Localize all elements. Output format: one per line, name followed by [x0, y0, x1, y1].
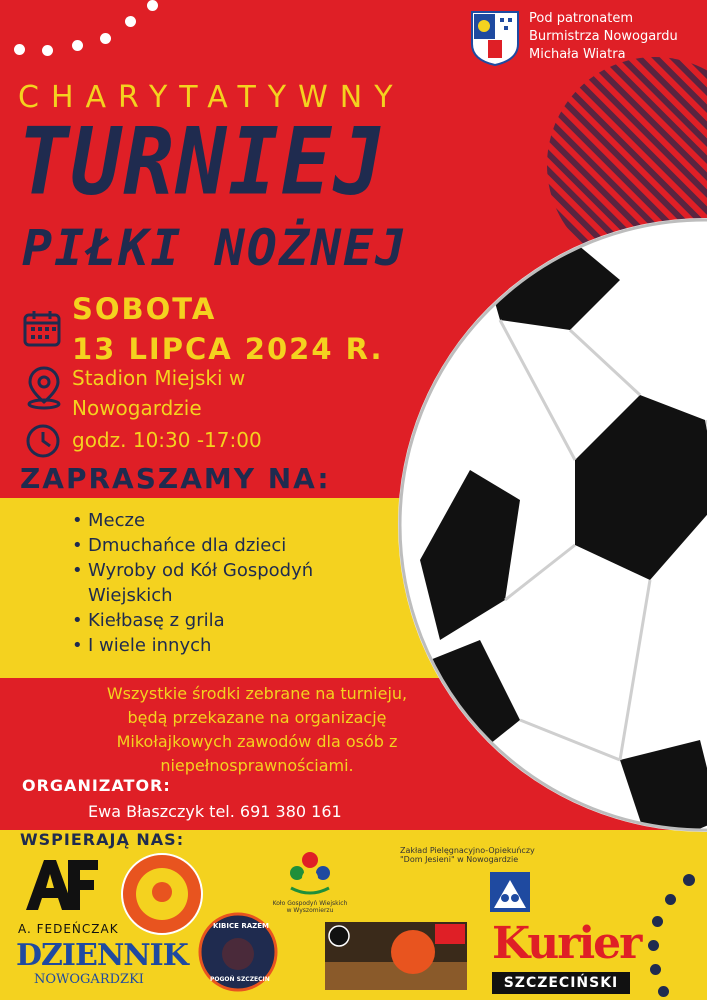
event-day: SOBOTA	[72, 292, 217, 326]
patronage-line: Pod patronatem	[529, 11, 634, 26]
title-line-2: PIŁKI NOŻNEJ	[22, 219, 408, 277]
event-time: godz. 10:30 -17:00	[72, 428, 262, 452]
invite-heading: ZAPRASZAMY NA:	[20, 462, 331, 495]
list-item: • Kiełbasę z grila	[72, 608, 313, 633]
patronage-text	[529, 10, 678, 64]
note-line: Mikołajkowych zawodów dla osób z	[116, 732, 398, 751]
sponsors-heading: WSPIERAJĄ NAS:	[20, 830, 185, 849]
location-pin-icon	[24, 364, 64, 410]
clock-icon	[24, 422, 62, 460]
kgw-text	[265, 900, 355, 914]
dziennik-subtitle: NOWOGARDZKI	[34, 972, 144, 987]
venue-line-1: Stadion Miejski w	[72, 366, 246, 390]
af-logo-icon	[22, 856, 100, 914]
organizer-value: Ewa Błaszczyk tel. 691 380 161	[88, 802, 342, 821]
kgw-line: Koło Gospodyń Wiejskich	[272, 900, 348, 907]
patronage-line: Michała Wiatra	[529, 47, 626, 62]
note-line: niepełnosprawnościami.	[160, 756, 354, 775]
bakery-promo-banner	[325, 922, 467, 990]
pre-title: CHARYTATYWNY	[18, 80, 405, 115]
kgw-logo-icon	[285, 848, 335, 898]
dom-jesieni-logo-icon	[490, 872, 530, 912]
kurier-title: Kurier	[492, 918, 641, 969]
kibice-line-1: KIBICE RAZEM	[213, 922, 269, 930]
event-date: 13 LIPCA 2024 R.	[72, 332, 384, 366]
list-item: • Wyroby od Kół Gospodyń	[72, 558, 313, 583]
dom-line: "Dom Jesieni" w Nowogardzie	[400, 855, 519, 864]
note-line: będą przekazane na organizację	[127, 708, 387, 727]
list-item: • Mecze	[72, 508, 313, 533]
kibice-line-2: POGOŃ SZCZECIN	[210, 976, 270, 983]
calendar-icon	[22, 308, 62, 348]
title-line-1: TURNIEJ	[18, 107, 387, 216]
note-line: Wszystkie środki zebrane na turnieju,	[106, 684, 408, 703]
list-item: • I wiele innych	[72, 633, 313, 658]
dom-jesieni-text	[400, 846, 535, 864]
patronage-line: Burmistrza Nowogardu	[529, 29, 678, 44]
charity-note	[22, 682, 492, 778]
kurier-subtitle: SZCZECIŃSKI	[492, 972, 630, 994]
fedenczak-label: A. FEDEŃCZAK	[18, 922, 119, 936]
invite-list	[72, 508, 313, 658]
kgw-line: w Wyszomierzu	[286, 907, 334, 914]
organizer-label: ORGANIZATOR:	[22, 776, 171, 795]
bakery-logo-icon	[120, 852, 204, 936]
dom-line: Zakład Pielęgnacyjno-Opiekuńczy	[400, 846, 535, 855]
dziennik-title: DZIENNIK	[16, 938, 188, 973]
town-crest-icon	[470, 10, 520, 66]
list-item-continued: Wiejskich	[88, 585, 173, 606]
list-item: • Dmuchańce dla dzieci	[72, 533, 313, 558]
venue-line-2: Nowogardzie	[72, 396, 202, 420]
